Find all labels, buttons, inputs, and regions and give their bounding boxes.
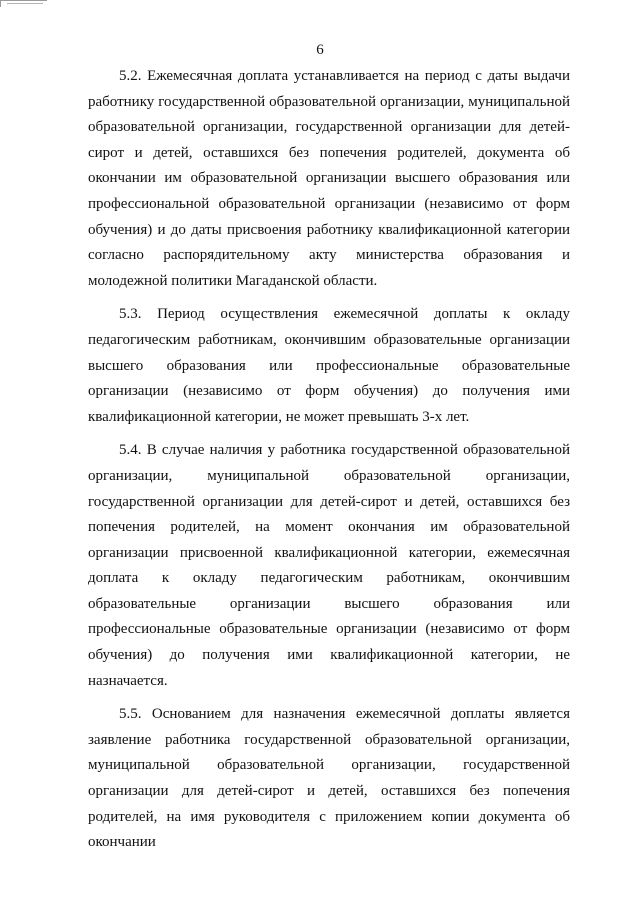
paragraph-5-4: 5.4. В случае наличия у работника государственной образовательной организации, муниципальной образовательной организации, государственной организации для детей-сирот и детей, оставшихся без попечения родителей, на момент окончания им образовательной организации присвоенной квалификационной категории, ежемесячная доплата к окладу педагогическим работникам, окончившим образовательные организации высшего образования или профессиональные образовательные организации (независимо от форм обучения) до получения ими квалификационной категории, не назначается.: [88, 442, 570, 689]
paragraph-5-3: 5.3. Период осуществления ежемесячной доплаты к окладу педагогическим работникам, окончившим образовательные организации высшего образования или профессиональные образовательные организации (независимо от форм обучения) до получения ими квалификационной категории, не может превышать 3-х лет.: [88, 306, 570, 425]
document-body: [88, 64, 570, 864]
paragraph-5-5: 5.5. Основанием для назначения ежемесячной доплаты является заявление работника государственной образовательной организации, муниципальной образовательной организации, государственной организации для детей-сирот и детей, оставшихся без попечения родителей, на имя руководителя с приложением копии документа об окончании: [88, 706, 570, 851]
scan-corner-mark: [0, 0, 47, 7]
paragraph-5-2: 5.2. Ежемесячная доплата устанавливается на период с даты выдачи работнику государственной образовательной организации, муниципальной образовательной организации, государственной организации для детей-сирот и детей, оставшихся без попечения родителей, документа об окончании им образовательной организации высшего образования или профессиональной образовательной организации (независимо от форм обучения) и до даты присвоения работнику квалификационной категории согласно распорядительному акту министерства образования и молодежной политики Магаданской области.: [88, 68, 570, 289]
page-number: 6: [316, 42, 324, 58]
